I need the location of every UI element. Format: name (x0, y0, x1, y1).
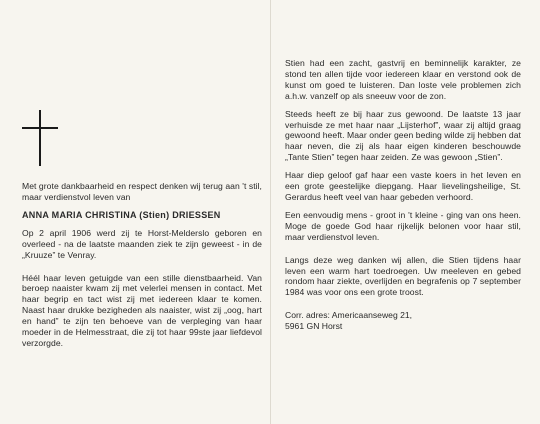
home-text: Steeds heeft ze bij haar zus gewoond. De laatste 13 jaar verhuisde ze met haar naar „Lijsterhof”, waar zij altijd graag gewoond heeft. Maar onder geen beding wilde zij hebben dat haar neven, die zij als haar eigen kinderen beschouwde „Tante Stien” tegen haar zeiden. Ze was gewoon „Stien”. (285, 108, 521, 163)
left-column (22, 181, 262, 349)
deceased-name: ANNA MARIA CHRISTINA (Stien) DRIESSEN (22, 209, 221, 220)
correspondence-address (285, 310, 521, 332)
cross-icon (22, 110, 58, 166)
corr-address-line2: 5961 GN Horst (285, 321, 343, 332)
corr-address-line1: Corr. adres: Americaanseweg 21, (285, 310, 413, 321)
right-column (285, 58, 521, 332)
fold-line (270, 0, 271, 424)
intro-text: Met grote dankbaarheid en respect denken wij terug aan 't stil, maar verdienstvol leven van (22, 181, 262, 202)
character-text: Stien had een zacht, gastvrij en beminnelijk karakter, ze stond ten allen tijde voor iedereen klaar en verstond ook de kunst om goed te luisteren. Dan loste vele problemen zich a.h.w. vanzelf op als sneeuw voor de zon. (285, 58, 521, 101)
service-text: Héél haar leven getuigde van een stille dienstbaarheid. Van beroep naaister kwam zij met velerlei mensen in contact. Met haar begrip en tact wist zij met iedereen klaar te komen. Naast haar drukke bezigheden als naaister, wist zij „oog, hart en hand” te zijn ten behoeve van de verpleging van haar moeder in de Helmesstraat, die zij tot haar 99ste jaar liefdevol verzorgde. (22, 272, 262, 348)
thanks-text: Langs deze weg danken wij allen, die Stien tijdens haar leven een warm hart toedroegen. Uw meeleven en gebed rondom haar ziekte, overlijden en begrafenis op 7 september 1984 was voor ons een grote troost. (285, 254, 521, 298)
simple-person-text: Een eenvoudig mens - groot in 't kleine - ging van ons heen. Moge de goede God haar rijkelijk belonen voor haar stil, maar verdienstvol leven. (285, 209, 521, 242)
faith-text: Haar diep geloof gaf haar een vaste koers in het leven en een grote geestelijke diepgang. Haar lievelingsheilige, St. Gerardus heeft veel van haar gebeden verhoord. (285, 170, 521, 202)
birth-death-text: Op 2 april 1906 werd zij te Horst-Melderslo geboren en overleed - na de laatste maanden ziek te zijn geweest - in de „Kruuze” te Venray. (22, 227, 262, 260)
